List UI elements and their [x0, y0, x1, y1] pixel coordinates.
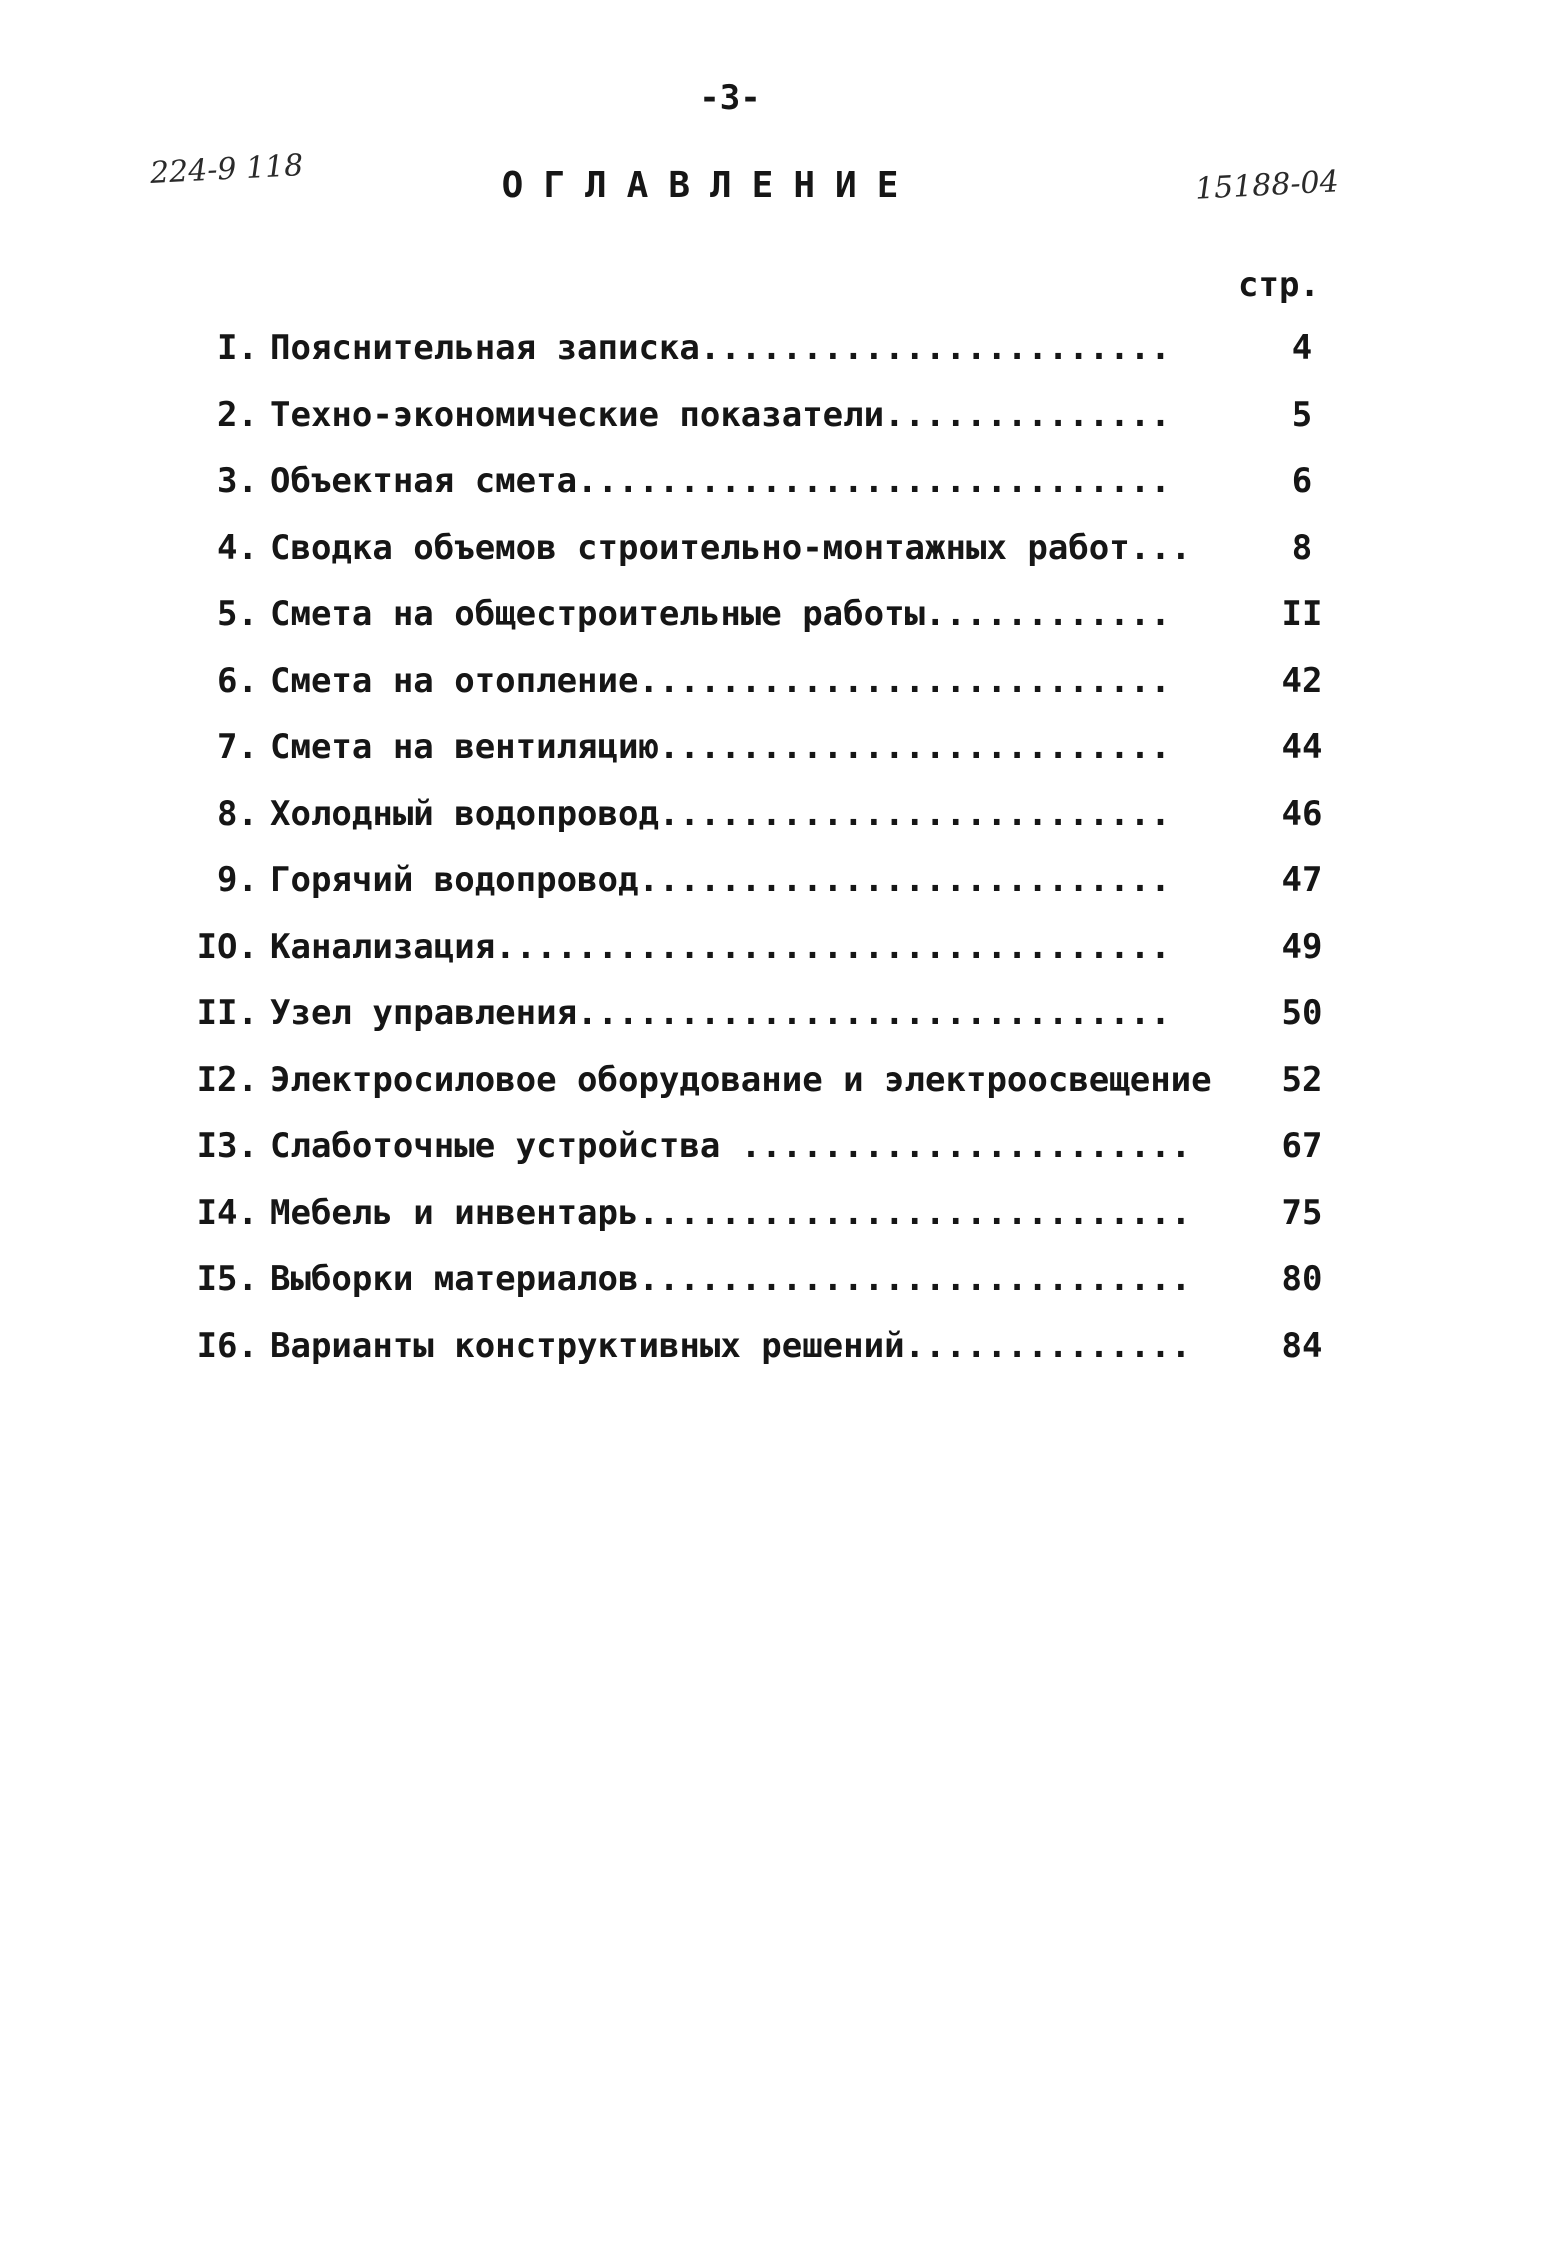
document-title: ОГЛАВЛЕНИЕ: [501, 165, 919, 206]
toc-entry: [170, 528, 1350, 595]
toc-entry-number: I.: [217, 328, 258, 368]
handwritten-code-left: 224-9 118: [149, 148, 305, 191]
toc-entry-number: 8.: [217, 793, 258, 834]
toc-entry-title: Слаботочные устройства ......................: [270, 1126, 1192, 1166]
toc-entry-page: 84: [1281, 1325, 1323, 1366]
handwritten-code-right: 15188-04: [1194, 164, 1340, 207]
toc-entry-title: Холодный водопровод.........................: [270, 793, 1171, 834]
toc-entry-title: Горячий водопровод..........................: [270, 860, 1171, 900]
toc-entry: [170, 1259, 1350, 1326]
toc-entry-page: 67: [1281, 1126, 1323, 1166]
toc-entry: [170, 860, 1350, 927]
toc-entry-page: 50: [1281, 993, 1323, 1033]
toc-entry: [170, 461, 1350, 528]
toc-entry-page: 47: [1281, 860, 1323, 900]
toc-entry-number: 4.: [217, 527, 258, 568]
toc-entry-title: Выборки материалов...........................: [270, 1259, 1192, 1299]
toc-entry-page: 75: [1281, 1192, 1323, 1233]
toc-entry-number: I3.: [196, 1126, 258, 1166]
toc-entry-title: Объектная смета.............................: [270, 461, 1171, 501]
toc-entry-number: 2.: [217, 394, 258, 435]
page-number: -3-: [699, 78, 761, 118]
toc-entry-page: 49: [1281, 926, 1323, 967]
toc-entry: [170, 794, 1350, 861]
toc-entry-page: 8: [1291, 527, 1313, 568]
toc-entry-page: 5: [1291, 394, 1313, 435]
toc-entry: [170, 727, 1350, 794]
toc-entry-number: 9.: [217, 860, 258, 900]
toc-entry-page: 4: [1291, 328, 1313, 368]
toc-entry: [170, 328, 1350, 395]
toc-entry: [170, 1126, 1350, 1193]
toc-entry-number: I2.: [196, 1059, 258, 1100]
toc-entry-title: Варианты конструктивных решений..............: [270, 1325, 1192, 1366]
toc-entry-number: I4.: [196, 1192, 258, 1233]
toc-entry-page: 52: [1281, 1059, 1323, 1100]
toc-entry: [170, 594, 1350, 661]
toc-entry-title: Техно-экономические показатели..............: [270, 394, 1171, 435]
toc-entry-page: II: [1281, 594, 1323, 634]
toc-entry-page: 44: [1281, 727, 1323, 767]
toc-entry-title: Смета на общестроительные работы............: [270, 594, 1171, 634]
toc-entry-title: Сводка объемов строительно-монтажных работ...: [270, 527, 1192, 568]
toc-entry-page: 6: [1291, 461, 1313, 501]
toc-entry-number: 3.: [217, 461, 258, 501]
toc-entry-page: 42: [1281, 660, 1323, 701]
toc-entry-number: II.: [196, 993, 258, 1033]
toc-entry: [170, 993, 1350, 1060]
toc-entry: [170, 1326, 1350, 1393]
toc-entry: [170, 927, 1350, 994]
toc-entry: [170, 1060, 1350, 1127]
toc-entry: [170, 661, 1350, 728]
toc-entry-number: 7.: [217, 727, 258, 767]
toc-entry-number: IO.: [196, 926, 258, 967]
table-of-contents: [170, 328, 1350, 1392]
toc-entry-title: Смета на отопление..........................: [270, 660, 1171, 701]
toc-entry-number: I6.: [196, 1325, 258, 1366]
toc-entry-title: Смета на вентиляцию.........................: [270, 727, 1171, 767]
toc-entry-page: 46: [1281, 793, 1323, 834]
toc-entry-page: 80: [1281, 1259, 1323, 1299]
toc-entry-title: Мебель и инвентарь...........................: [270, 1192, 1192, 1233]
toc-entry-title: Электросиловое оборудование и электроосвещение: [270, 1059, 1212, 1100]
toc-entry: [170, 395, 1350, 462]
toc-entry-number: 5.: [217, 594, 258, 634]
toc-entry-title: Канализация.................................: [270, 926, 1171, 967]
toc-entry-number: I5.: [196, 1259, 258, 1299]
toc-entry-title: Узел управления.............................: [270, 993, 1171, 1033]
page-column-label: стр.: [1238, 265, 1320, 305]
toc-entry-number: 6.: [217, 660, 258, 701]
toc-entry: [170, 1193, 1350, 1260]
toc-entry-title: Пояснительная записка.......................: [270, 328, 1171, 368]
